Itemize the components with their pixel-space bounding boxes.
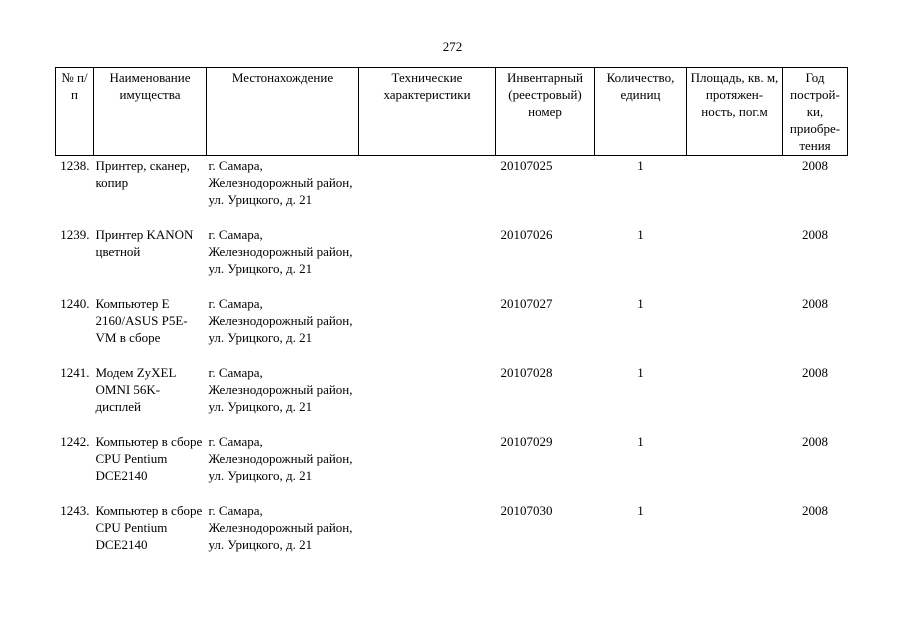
inventory-number: 20107028 (500, 365, 553, 380)
item-location: г. Самара, Железнодорожный район, ул. Урицкого, д. 21 (208, 434, 353, 483)
table-row (56, 295, 848, 364)
area (687, 433, 783, 502)
header-inventory: Инвентарный (реестровый) номер (496, 68, 595, 156)
table-row (56, 156, 848, 227)
inventory-number: 20107025 (500, 158, 553, 173)
item-name: Компьютер в сборе CPU Pentium DCE2140 (95, 434, 203, 483)
header-area: Площадь, кв. м, протяжен-ность, пог.м (687, 68, 783, 156)
year: 2008 (802, 365, 828, 380)
table-header-row (56, 68, 848, 156)
year: 2008 (802, 503, 828, 518)
row-number: 1239. (60, 227, 90, 242)
quantity: 1 (637, 296, 644, 311)
item-location: г. Самара, Железнодорожный район, ул. Урицкого, д. 21 (208, 227, 353, 276)
item-location: г. Самара, Железнодорожный район, ул. Урицкого, д. 21 (208, 503, 353, 552)
year: 2008 (802, 434, 828, 449)
item-name: Принтер KANON цветной (95, 227, 194, 259)
item-name: Модем ZyXEL OMNI 56K- дисплей (95, 365, 176, 414)
inventory-number: 20107026 (500, 227, 553, 242)
quantity: 1 (637, 434, 644, 449)
quantity: 1 (637, 158, 644, 173)
header-name: Наименование имущества (94, 68, 207, 156)
table-row (56, 433, 848, 502)
header-location: Местонахождение (207, 68, 359, 156)
row-number: 1241. (60, 365, 90, 380)
header-number: № п/п (56, 68, 94, 156)
item-name: Компьютер в сборе CPU Pentium DCE2140 (95, 503, 203, 552)
area (687, 502, 783, 571)
header-tech: Технические характеристики (359, 68, 496, 156)
area (687, 156, 783, 227)
inventory-number: 20107027 (500, 296, 553, 311)
quantity: 1 (637, 365, 644, 380)
quantity: 1 (637, 227, 644, 242)
row-number: 1238. (60, 158, 90, 173)
year: 2008 (802, 227, 828, 242)
table-row (56, 226, 848, 295)
item-name: Принтер, сканер, копир (95, 158, 190, 190)
header-quantity: Количество, единиц (595, 68, 687, 156)
table-body (56, 156, 848, 572)
area (687, 226, 783, 295)
inventory-number: 20107029 (500, 434, 553, 449)
item-name: Компьютер E 2160/ASUS P5E-VM в сборе (95, 296, 188, 345)
item-location: г. Самара, Железнодорожный район, ул. Урицкого, д. 21 (208, 365, 353, 414)
item-tech (359, 226, 496, 295)
item-tech (359, 156, 496, 227)
quantity: 1 (637, 503, 644, 518)
year: 2008 (802, 296, 828, 311)
item-location: г. Самара, Железнодорожный район, ул. Урицкого, д. 21 (208, 296, 353, 345)
page-number: 272 (442, 39, 463, 54)
inventory-number: 20107030 (500, 503, 553, 518)
header-year: Год построй-ки, приобре-тения (783, 68, 848, 156)
row-number: 1242. (60, 434, 90, 449)
area (687, 364, 783, 433)
item-tech (359, 502, 496, 571)
item-tech (359, 295, 496, 364)
row-number: 1240. (60, 296, 90, 311)
row-number: 1243. (60, 503, 90, 518)
item-tech (359, 433, 496, 502)
item-tech (359, 364, 496, 433)
year: 2008 (802, 158, 828, 173)
table-row (56, 502, 848, 571)
item-location: г. Самара, Железнодорожный район, ул. Урицкого, д. 21 (208, 158, 353, 207)
area (687, 295, 783, 364)
property-registry-table (55, 67, 848, 571)
table-row (56, 364, 848, 433)
